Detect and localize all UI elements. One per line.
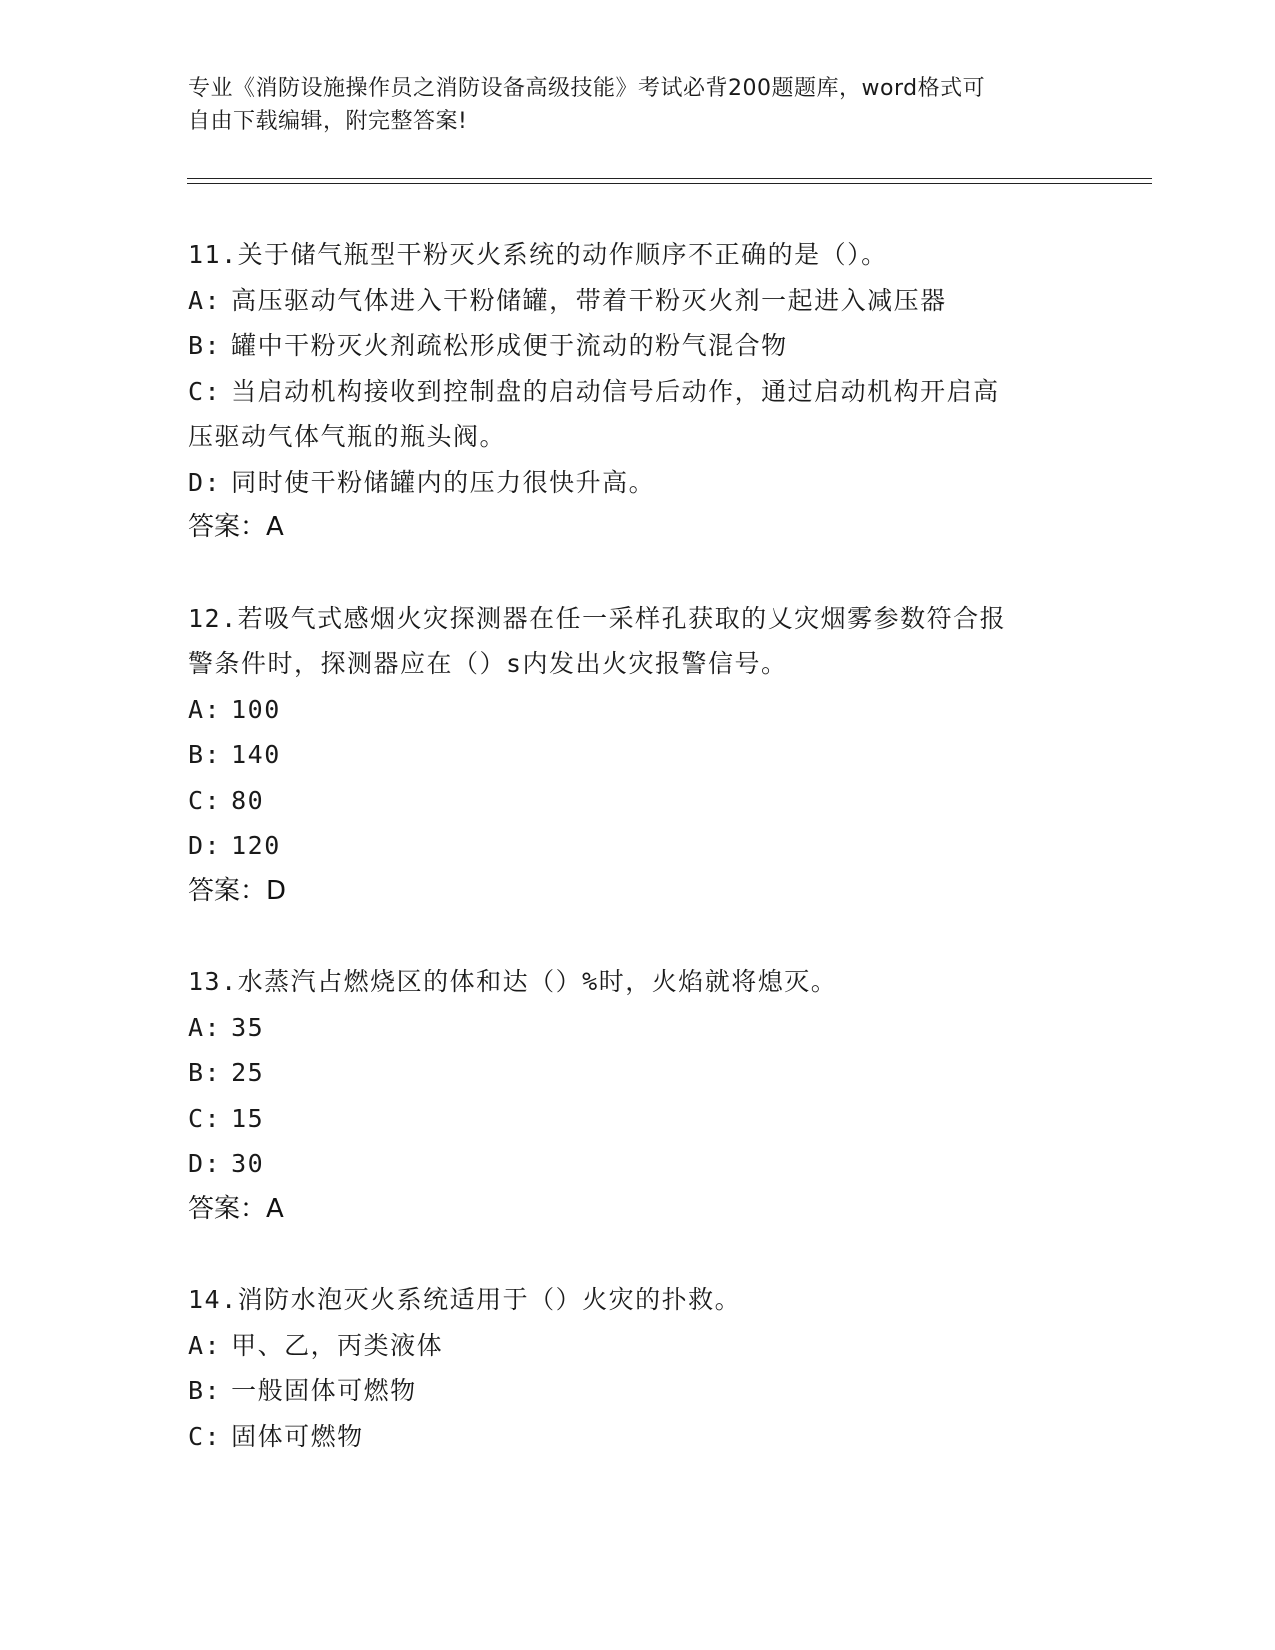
header-line-1: 专业《消防设施操作员之消防设备高级技能》考试必背200题题库，word格式可 <box>188 76 986 101</box>
option-c <box>188 1414 1088 1460</box>
option-c <box>188 1096 1088 1142</box>
option-a <box>188 1005 1088 1051</box>
option-label: A: <box>188 1012 222 1042</box>
option-c <box>188 369 1088 415</box>
option-label: C: <box>188 1421 222 1451</box>
option-text: 甲、乙，丙类液体 <box>231 1330 444 1360</box>
option-text: 35 <box>231 1012 265 1042</box>
option-label: C: <box>188 785 222 815</box>
option-d <box>188 460 1088 506</box>
option-label: B: <box>188 740 222 769</box>
question-stem: 12.若吸气式感烟火灾探测器在任一采样孔获取的乂灾烟雾参数符合报 <box>188 603 1007 633</box>
header-divider-bottom <box>187 183 1152 184</box>
question-13 <box>188 959 1088 1232</box>
option-c-continued: 压驱动气体气瓶的瓶头阀。 <box>188 422 507 451</box>
option-label: D: <box>188 1149 222 1178</box>
question-14 <box>188 1277 1088 1459</box>
option-label: A: <box>188 694 222 724</box>
option-a <box>188 687 1088 733</box>
option-text: 罐中干粉灭火剂疏松形成便于流动的粉气混合物 <box>231 331 788 360</box>
question-stem: 13.水蒸汽占燃烧区的体和达（）%时，火焰就将熄灭。 <box>188 967 838 996</box>
option-a <box>188 1323 1088 1369</box>
question-list <box>188 232 1088 1459</box>
document-header <box>188 72 1068 138</box>
option-label: B: <box>188 1376 222 1405</box>
option-label: A: <box>188 1330 222 1360</box>
option-label: B: <box>188 1058 222 1087</box>
option-a <box>188 278 1088 324</box>
question-stem-continued: 警条件时，探测器应在（）s内发出火灾报警信号。 <box>188 649 788 678</box>
question-stem: 14.消防水泡灭火系统适用于（）火灾的扑救。 <box>188 1285 742 1314</box>
option-label: A: <box>188 285 222 315</box>
option-text: 固体可燃物 <box>231 1421 364 1451</box>
answer-line: 答案：D <box>188 875 287 906</box>
option-text: 一般固体可燃物 <box>231 1376 417 1405</box>
option-text: 140 <box>231 740 281 769</box>
option-b <box>188 732 1088 778</box>
answer-line: 答案：A <box>188 512 284 542</box>
header-line-2: 自由下载编辑，附完整答案! <box>188 109 468 134</box>
option-text: 80 <box>231 785 265 815</box>
option-text: 高压驱动气体进入干粉储罐，带着干粉灭火剂一起进入减压器 <box>231 285 947 315</box>
option-text: 15 <box>231 1103 265 1133</box>
option-text: 30 <box>231 1149 265 1178</box>
question-11 <box>188 232 1088 551</box>
option-text: 100 <box>231 694 281 724</box>
header-divider-top <box>187 178 1152 179</box>
option-text: 120 <box>231 831 281 860</box>
option-b <box>188 323 1088 369</box>
option-text: 当启动机构接收到控制盘的启动信号后动作，通过启动机构开启高 <box>231 376 1000 406</box>
option-d <box>188 1141 1088 1187</box>
option-label: C: <box>188 376 222 406</box>
option-text: 25 <box>231 1058 265 1087</box>
option-text: 同时使干粉储罐内的压力很快升高。 <box>231 467 656 497</box>
question-stem: 11.关于储气瓶型干粉灭火系统的动作顺序不正确的是（）。 <box>188 240 888 269</box>
option-d <box>188 823 1088 869</box>
option-label: D: <box>188 467 222 497</box>
option-c <box>188 778 1088 824</box>
question-12 <box>188 596 1088 915</box>
option-b <box>188 1050 1088 1096</box>
option-label: D: <box>188 831 222 860</box>
answer-line: 答案：A <box>188 1193 284 1224</box>
option-label: C: <box>188 1103 222 1133</box>
option-b <box>188 1368 1088 1414</box>
option-label: B: <box>188 331 222 360</box>
